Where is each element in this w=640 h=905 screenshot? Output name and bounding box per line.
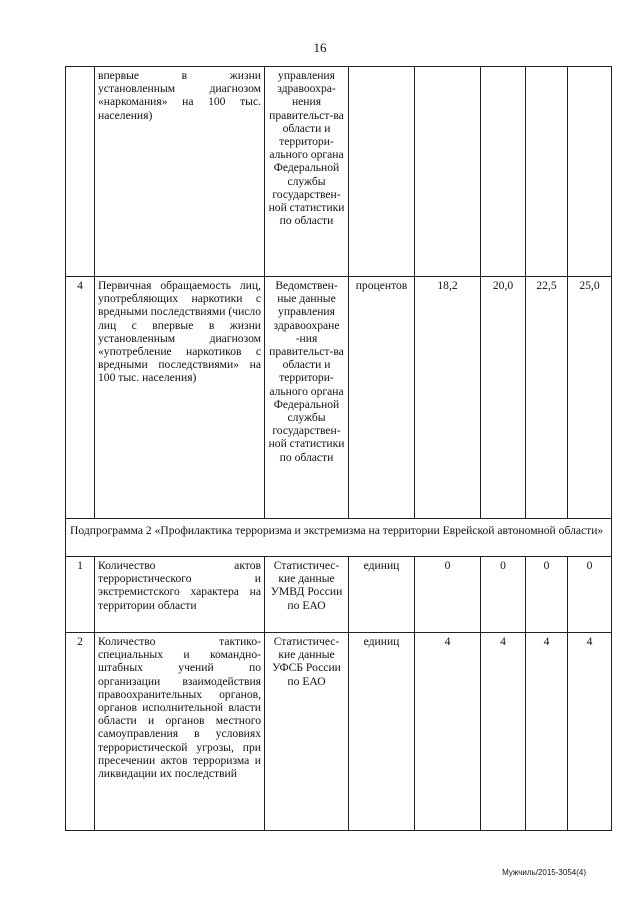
unit — [349, 67, 415, 277]
value-2: 20,0 — [481, 277, 526, 519]
table-row — [66, 633, 612, 831]
unit: единиц — [349, 633, 415, 831]
value-4: 4 — [568, 633, 612, 831]
unit: процентов — [349, 277, 415, 519]
indicator-name: впервые в жизни установленным диагнозом «наркомания» на 100 тыс. населения) — [95, 67, 265, 277]
row-number: 2 — [66, 633, 95, 831]
document-footer-code: Мужчиль/2015-3054(4) — [502, 868, 586, 877]
subprogram-title: Подпрограмма 2 «Профилактика терроризма и экстремизма на территории Еврейской автономной области» — [66, 519, 612, 557]
indicator-name: Первичная обращаемость лиц, употребляющих наркотики с вредными последствиями (число лиц с впервые в жизни установленным диагнозом «употребление наркотиков с вредными последствиями» на 100 тыс. населения) — [95, 277, 265, 519]
value-1: 4 — [415, 633, 481, 831]
data-source: Статистичес-кие данные УФСБ России по ЕАО — [265, 633, 349, 831]
value-3: 4 — [526, 633, 568, 831]
value-3: 0 — [526, 557, 568, 633]
table-row — [66, 557, 612, 633]
data-source: Ведомствен-ные данные управления здравоохране -ния правительст-ва области и территори-ального органа Федеральной службы государствен-ной статистики по области — [265, 277, 349, 519]
unit: единиц — [349, 557, 415, 633]
value-4: 0 — [568, 557, 612, 633]
value-1: 0 — [415, 557, 481, 633]
value-2 — [481, 67, 526, 277]
data-source: Статистичес-кие данные УМВД России по ЕАО — [265, 557, 349, 633]
table-row — [66, 277, 612, 519]
value-4: 25,0 — [568, 277, 612, 519]
value-4 — [568, 67, 612, 277]
row-number — [66, 67, 95, 277]
row-number: 4 — [66, 277, 95, 519]
value-3 — [526, 67, 568, 277]
indicator-name: Количество тактико-специальных и командно-штабных учений по организации взаимодействия правоохранительных органов, органов исполнительной власти области и органов местного самоуправления в условиях террористической угрозы, при пресечении актов терроризма и ликвидации их последствий — [95, 633, 265, 831]
value-1: 18,2 — [415, 277, 481, 519]
row-number: 1 — [66, 557, 95, 633]
data-source: управления здравоохра-нения правительст-ва области и территори-ального органа Федеральной службы государствен-ной статистики по области — [265, 67, 349, 277]
value-1 — [415, 67, 481, 277]
value-2: 4 — [481, 633, 526, 831]
value-3: 22,5 — [526, 277, 568, 519]
subprogram-row — [66, 519, 612, 557]
indicator-name: Количество актов террористического и экстремистского характера на территории области — [95, 557, 265, 633]
indicators-table — [65, 66, 612, 831]
value-2: 0 — [481, 557, 526, 633]
table-row — [66, 67, 612, 277]
page-number: 16 — [313, 40, 327, 55]
